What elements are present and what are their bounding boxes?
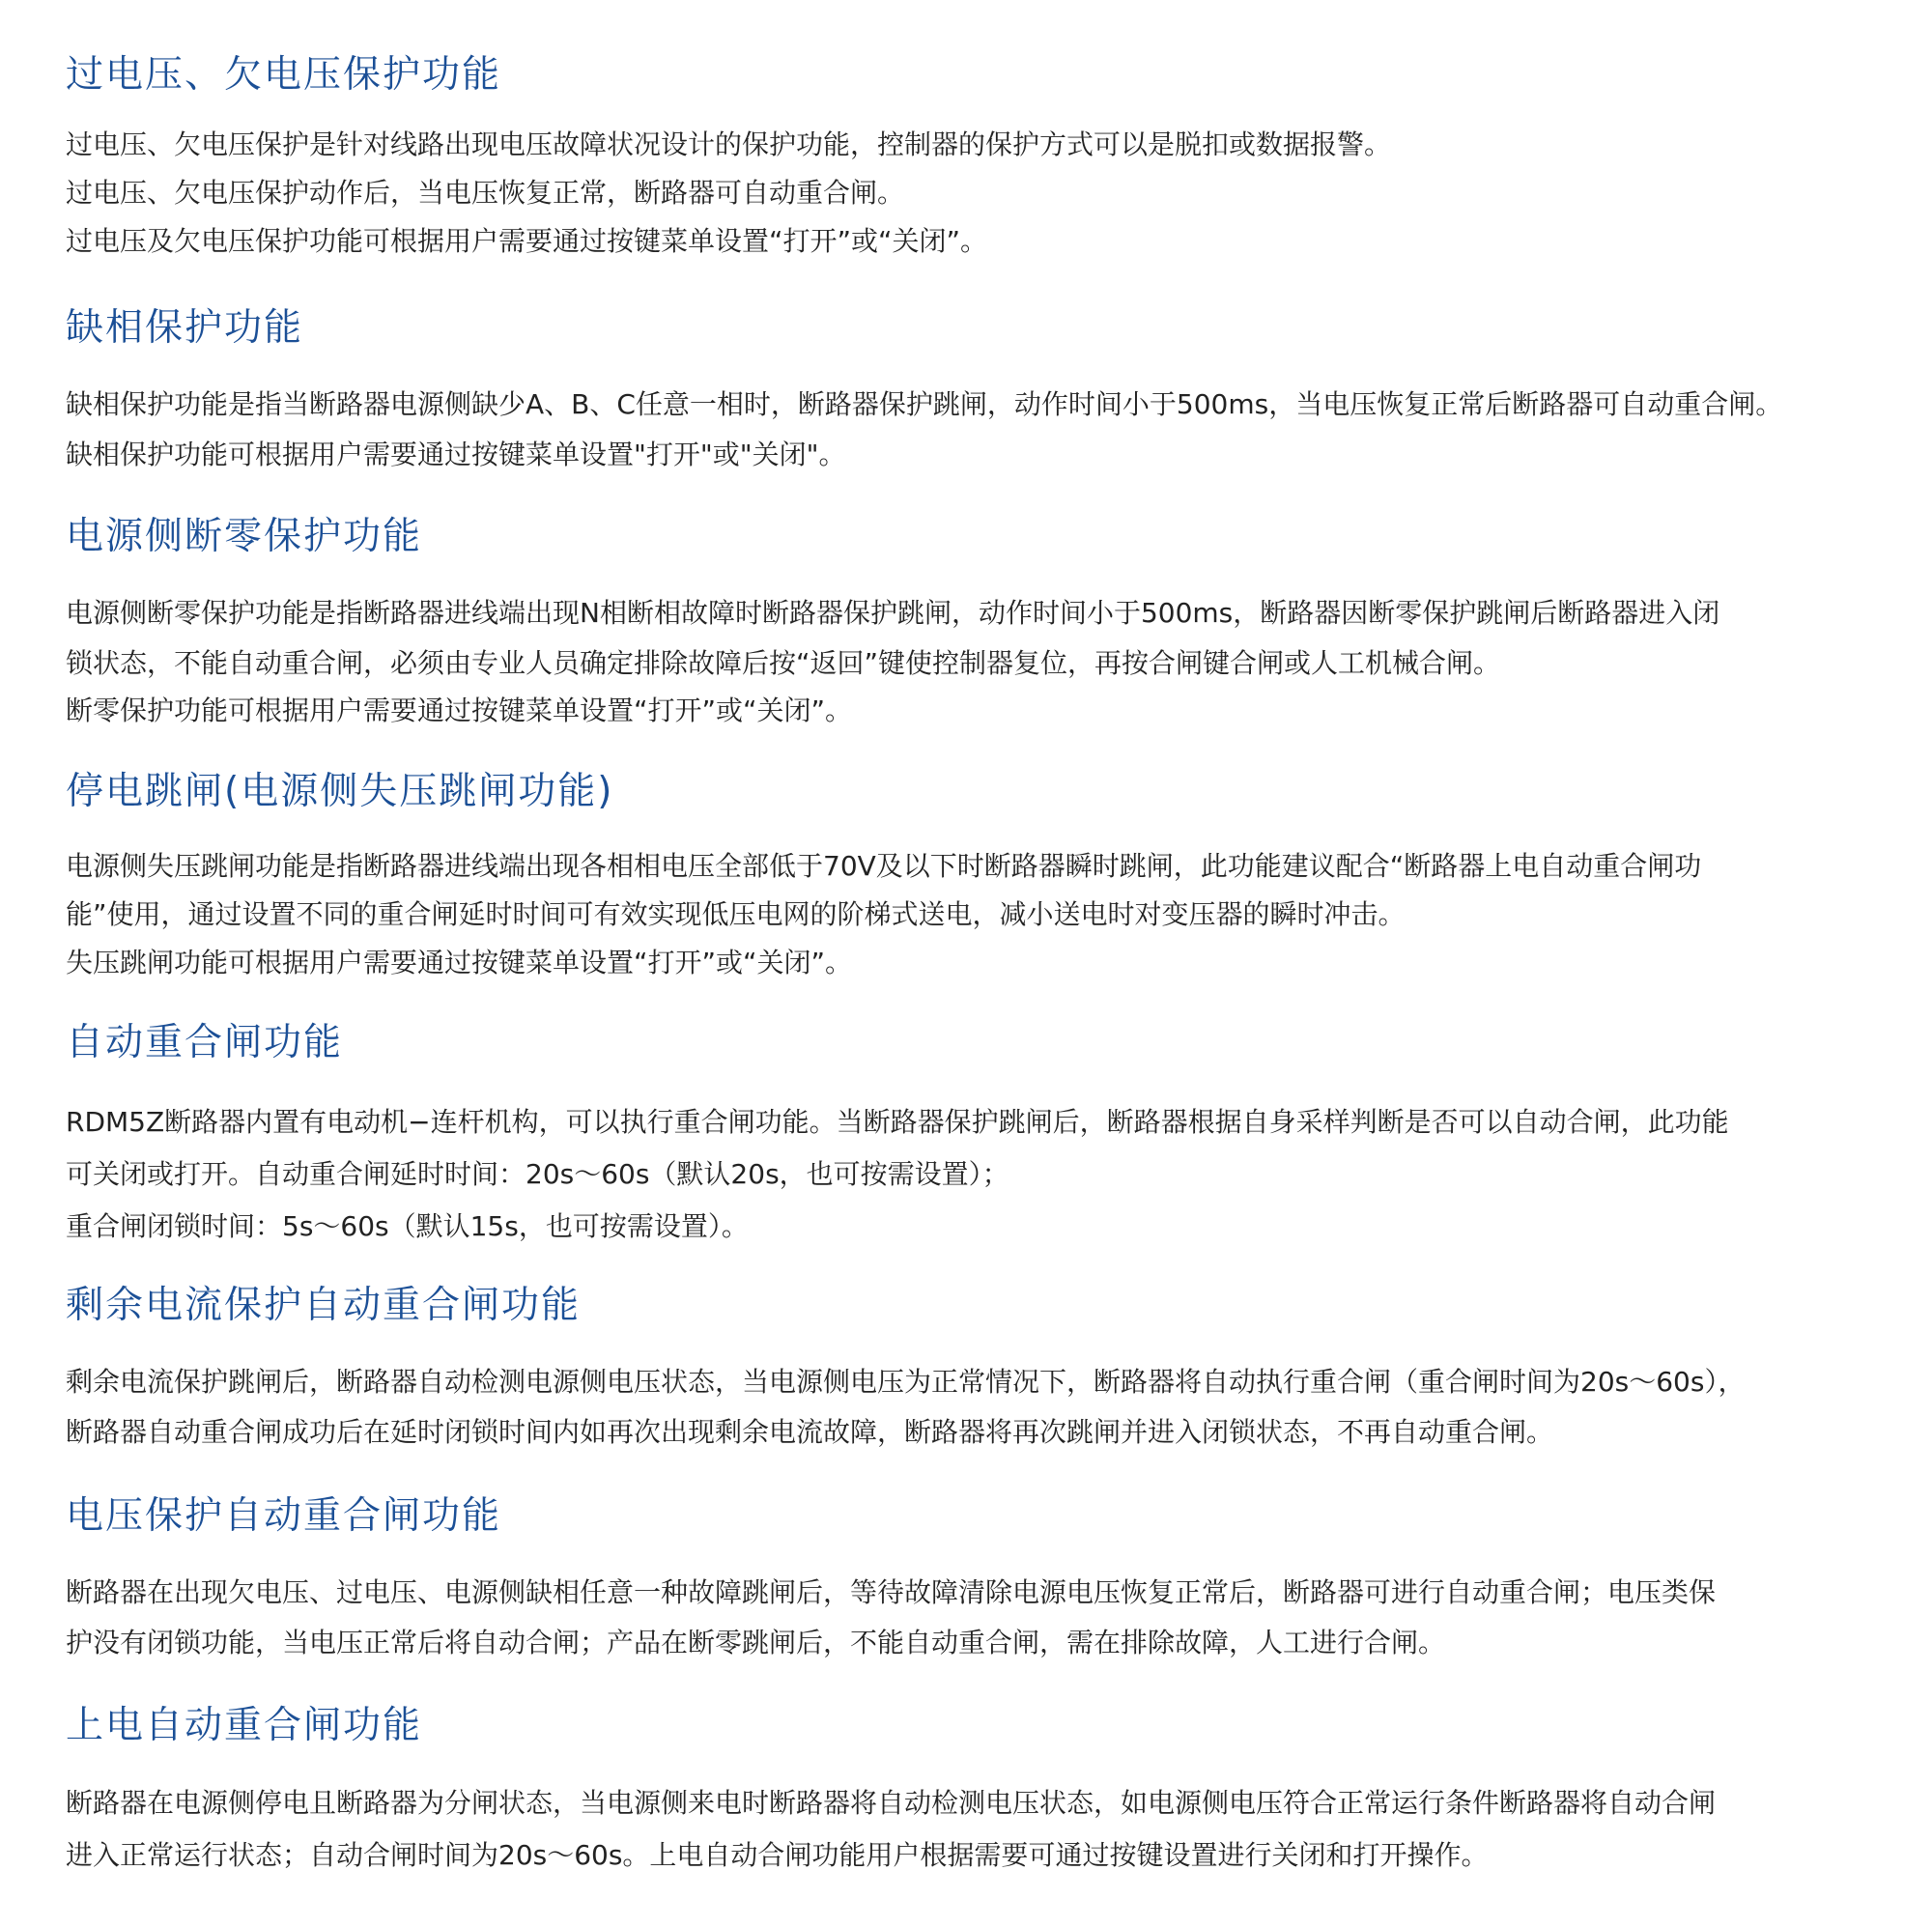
paragraph-line: 能”使用，通过设置不同的重合闸延时时间可有效实现低压电网的阶梯式送电，减小送电时对变压器的瞬时冲击。 [66, 898, 1406, 930]
section-heading: 上电自动重合闸功能 [66, 1704, 423, 1747]
paragraph-line: 过电压及欠电压保护功能可根据用户需要通过按键菜单设置“打开”或“关闭”。 [66, 225, 988, 257]
paragraph-line: 断路器自动重合闸成功后在延时闭锁时间内如再次出现剩余电流故障，断路器将再次跳闸并进入闭锁状态，不再自动重合闸。 [66, 1416, 1554, 1448]
section-overvoltage-undervoltage [66, 51, 1901, 266]
paragraph-line: 过电压、欠电压保护是针对线路出现电压故障状况设计的保护功能，控制器的保护方式可以是脱扣或数据报警。 [66, 128, 1392, 160]
paragraph-line: 缺相保护功能可根据用户需要通过按键菜单设置"打开"或"关闭"。 [66, 439, 846, 470]
paragraph-line: 进入正常运行状态；自动合闸时间为20s～60s。上电自动合闸功能用户根据需要可通过按键设置进行关闭和打开操作。 [66, 1839, 1489, 1871]
paragraph-line: 电源侧断零保护功能是指断路器进线端出现N相断相故障时断路器保护跳闸，动作时间小于500ms，断路器因断零保护跳闸后断路器进入闭 [66, 597, 1720, 629]
section-heading: 电压保护自动重合闸功能 [66, 1494, 502, 1538]
section-voltage-protection-reclose [66, 1492, 1901, 1668]
paragraph-line: 失压跳闸功能可根据用户需要通过按键菜单设置“打开”或“关闭”。 [66, 947, 853, 978]
paragraph-line: 缺相保护功能是指当断路器电源侧缺少A、B、C任意一相时，断路器保护跳闸，动作时间小于500ms，当电压恢复正常后断路器可自动重合闸。 [66, 388, 1783, 420]
paragraph-line: 断路器在出现欠电压、过电压、电源侧缺相任意一种故障跳闸后，等待故障清除电源电压恢复正常后，断路器可进行自动重合闸；电压类保 [66, 1576, 1717, 1608]
section-residual-current-reclose [66, 1282, 1901, 1458]
paragraph-line: 剩余电流保护跳闸后，断路器自动检测电源侧电压状态，当电源侧电压为正常情况下，断路器将自动执行重合闸（重合闸时间为20s～60s）， [66, 1366, 1746, 1398]
section-heading: 剩余电流保护自动重合闸功能 [66, 1284, 582, 1327]
paragraph-line: 可关闭或打开。自动重合闸延时时间：20s～60s（默认20s，也可按需设置）； [66, 1158, 1009, 1190]
section-body [66, 1357, 1901, 1458]
section-body [66, 1777, 1901, 1882]
section-heading: 自动重合闸功能 [66, 1021, 344, 1064]
section-body [66, 121, 1901, 266]
section-neutral-break [66, 513, 1901, 733]
section-heading: 停电跳闸(电源侧失压跳闸功能) [66, 770, 614, 813]
paragraph-line: 锁状态，不能自动重合闸，必须由专业人员确定排除故障后按“返回”键使控制器复位，再按合闸键合闸或人工机械合闸。 [66, 647, 1501, 679]
paragraph-line: 断路器在电源侧停电且断路器为分闸状态，当电源侧来电时断路器将自动检测电压状态，如电源侧电压符合正常运行条件断路器将自动合闸 [66, 1787, 1717, 1819]
section-body [66, 842, 1901, 987]
section-body [66, 1568, 1901, 1668]
section-heading: 电源侧断零保护功能 [66, 515, 423, 558]
paragraph-line: 护没有闭锁功能，当电压正常后将自动合闸；产品在断零跳闸后，不能自动重合闸，需在排除故障，人工进行合闸。 [66, 1627, 1446, 1658]
paragraph-line: 断零保护功能可根据用户需要通过按键菜单设置“打开”或“关闭”。 [66, 694, 853, 726]
section-body [66, 1096, 1901, 1253]
section-body [66, 380, 1901, 480]
section-heading: 过电压、欠电压保护功能 [66, 53, 502, 97]
paragraph-line: 过电压、欠电压保护动作后，当电压恢复正常，断路器可自动重合闸。 [66, 177, 905, 209]
section-heading: 缺相保护功能 [66, 306, 304, 350]
section-auto-reclose [66, 1019, 1901, 1253]
section-phase-loss [66, 304, 1901, 480]
section-power-on-reclose [66, 1702, 1901, 1882]
section-power-loss-trip [66, 768, 1901, 987]
paragraph-line: RDM5Z断路器内置有电动机−连杆机构，可以执行重合闸功能。当断路器保护跳闸后，断路器根据自身采样判断是否可以自动合闸，此功能 [66, 1106, 1729, 1138]
section-body [66, 588, 1901, 733]
paragraph-line: 电源侧失压跳闸功能是指断路器进线端出现各相相电压全部低于70V及以下时断路器瞬时跳闸，此功能建议配合“断路器上电自动重合闸功 [66, 850, 1702, 882]
paragraph-line: 重合闸闭锁时间：5s～60s（默认15s，也可按需设置）。 [66, 1210, 749, 1242]
